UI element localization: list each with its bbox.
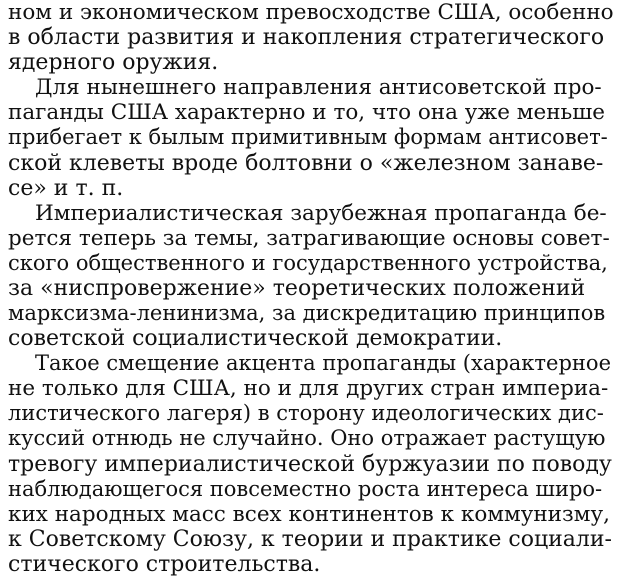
text-line: се» и т. п. (8, 175, 124, 201)
text-line: прибегает к былым примитивным формам антисовет- (8, 125, 608, 150)
text-line: паганды США характерно и то, что она уже меньше (8, 100, 605, 126)
text-line: не только для США, но и для других стран империа- (8, 376, 609, 402)
text-line: куссий отнюдь не случайно. Оно отражает растущую (8, 426, 606, 451)
text-line: тревогу империалистической буржуазии по поводу (8, 451, 612, 477)
text-line: ких народных масс всех континентов к коммунизму, (8, 501, 610, 527)
text-line: советской социалистической демократии. (8, 326, 503, 352)
text-line: в области развития и накопления стратегического (8, 25, 605, 51)
text-line: стического строительства. (8, 551, 321, 577)
text-line: к Советскому Союзу, к теории и практике социали- (8, 526, 612, 552)
text-line: ского общественного и государственного устройства, (8, 250, 608, 275)
text-line: Империалистическая зарубежная пропаганда бе- (35, 200, 607, 226)
text-line: ном и экономическом превосходстве США, особенно (8, 0, 614, 25)
text-line: Такое смещение акцента пропаганды (характерное (35, 351, 611, 376)
text-line: ядерного оружия. (8, 50, 219, 76)
text-line: за «ниспровержение» теоретических положений (8, 275, 586, 301)
text-line: листического лагеря) в сторону идеологических дис- (8, 401, 604, 426)
text-line: рется теперь за темы, затрагивающие основы совет- (8, 225, 610, 251)
text-line: наблюдающегося повсеместно роста интереса широ- (8, 476, 603, 501)
text-line: ской клеветы вроде болтовни о «железном занаве- (8, 150, 604, 176)
text-line: марксизма-ленинизма, за дискредитацию принципов (8, 301, 606, 326)
text-line: Для нынешнего направления антисоветской про- (35, 75, 602, 101)
